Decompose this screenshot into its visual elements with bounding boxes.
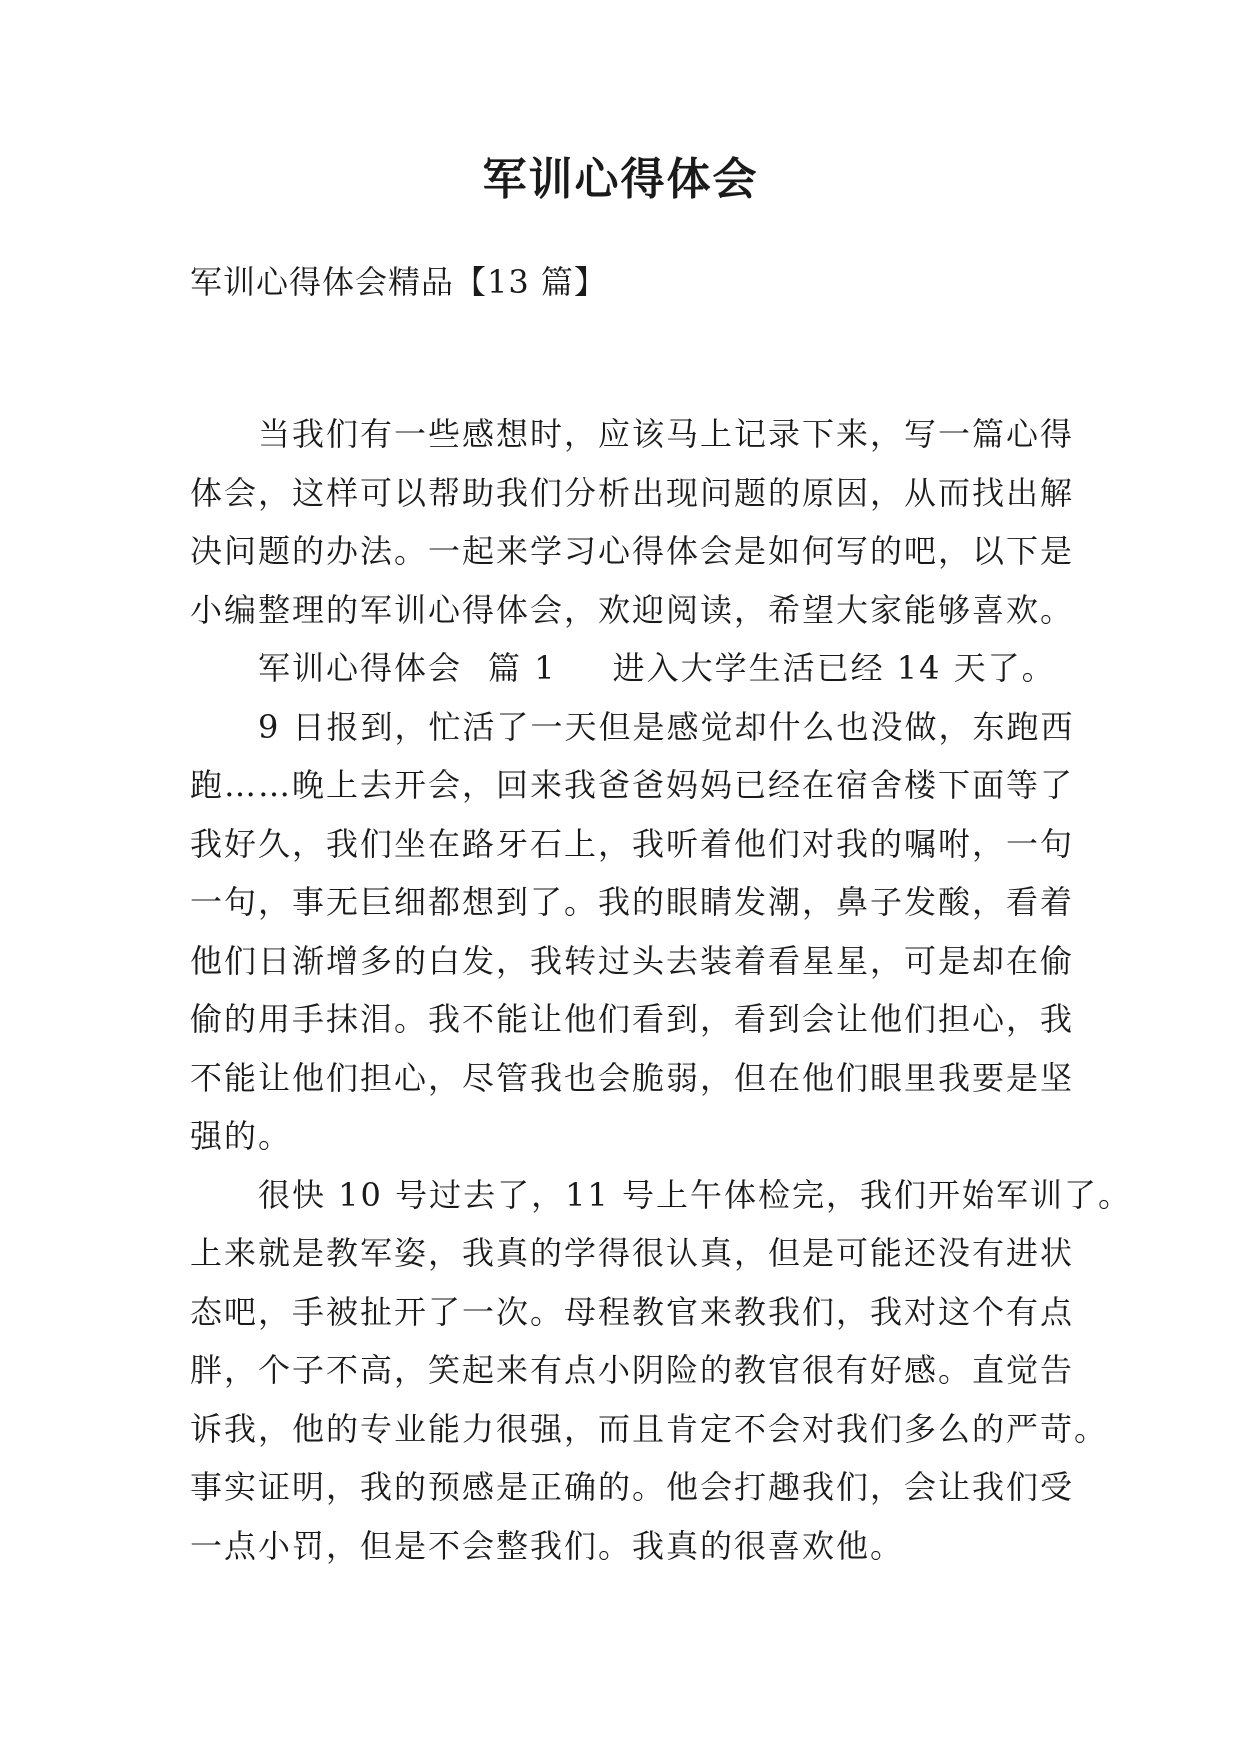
text-line: 决问题的办法。一起来学习心得体会是如何写的吧，以下是 xyxy=(190,532,1075,570)
section-heading-line xyxy=(190,639,1056,698)
section-heading-text: 军训心得体会 xyxy=(258,649,463,687)
text-line: 胖，个子不高，笑起来有点小阴险的教官很有好感。直觉告 xyxy=(190,1351,1075,1389)
text-line: 一点小罚，但是不会整我们。我真的很喜欢他。 xyxy=(190,1526,905,1565)
text-line: 上来就是教军姿，我真的学得很认真，但是可能还没有进状 xyxy=(190,1234,1075,1272)
text-line: 事实证明，我的预感是正确的。他会打趣我们，会让我们受 xyxy=(190,1468,1075,1506)
text-line: 体会，这样可以帮助我们分析出现问题的原因，从而找出解 xyxy=(190,473,1075,512)
text-line: 不能让他们担心，尽管我也会脆弱，但在他们眼里我要是坚 xyxy=(190,1058,1075,1097)
text-line: 我好久，我们坐在路牙石上，我听着他们对我的嘱咐，一句 xyxy=(190,824,1075,863)
text-line: 跑……晚上去开会，回来我爸爸妈妈已经在宿舍楼下面等了 xyxy=(190,766,1075,804)
text-line: 一句，事无巨细都想到了。我的眼睛发潮，鼻子发酸，看着 xyxy=(190,883,1075,921)
text-line: 态吧，手被扯开了一次。母程教官来教我们，我对这个有点 xyxy=(190,1292,1075,1331)
text-line: 9 日报到，忙活了一天但是感觉却什么也没做，东跑西 xyxy=(258,707,1075,746)
text-line: 诉我，他的专业能力很强，而且肯定不会对我们多么的严苛。 xyxy=(190,1409,1109,1448)
text-line: 他们日渐增多的白发，我转过头去装着看星星，可是却在偷 xyxy=(190,941,1075,980)
document-body xyxy=(190,405,1132,1575)
section-first-sentence: 进入大学生活已经 14 天了。 xyxy=(612,649,1056,687)
document-subtitle: 军训心得体会精品【13 篇】 xyxy=(190,263,607,301)
text-line: 很快 10 号过去了，11 号上午体检完，我们开始军训了。 xyxy=(258,1175,1132,1214)
text-line: 当我们有一些感想时，应该马上记录下来，写一篇心得 xyxy=(258,415,1075,453)
document-title: 军训心得体会 xyxy=(482,154,759,205)
text-line: 偷的用手抹泪。我不能让他们看到，看到会让他们担心，我 xyxy=(190,1000,1075,1038)
text-line: 强的。 xyxy=(190,1117,293,1155)
text-line: 小编整理的军训心得体会，欢迎阅读，希望大家能够喜欢。 xyxy=(190,590,1075,629)
section-number: 篇 1 xyxy=(488,649,557,687)
